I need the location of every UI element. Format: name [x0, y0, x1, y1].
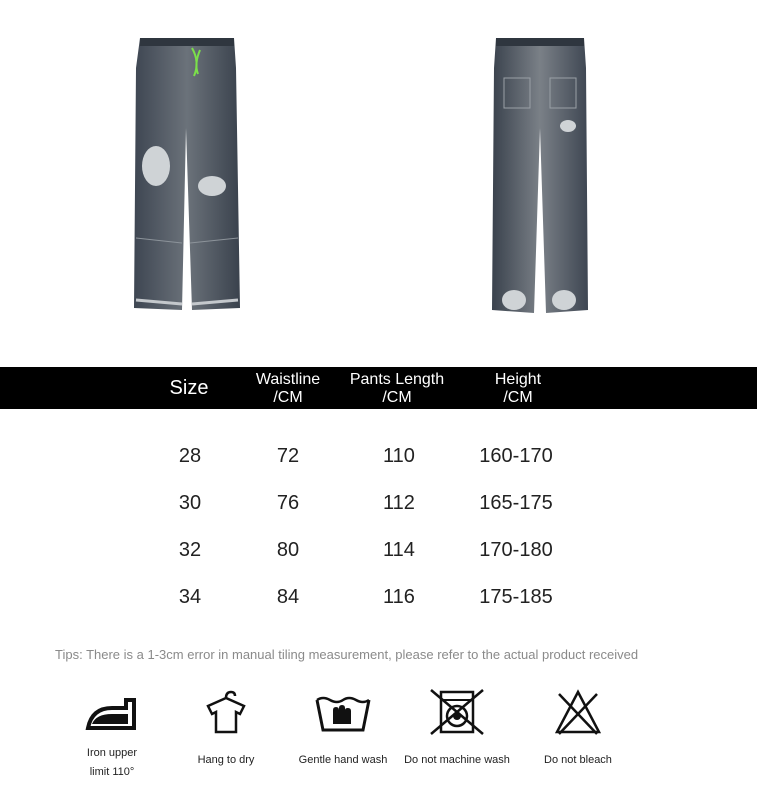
- measurement-tips: Tips: There is a 1-3cm error in manual tiling measurement, please refer to the actual product received: [55, 647, 639, 662]
- iron-icon: [82, 688, 142, 736]
- table-row: [0, 586, 757, 616]
- cell-waistline: 80: [276, 539, 300, 561]
- care-hand-wash: [290, 688, 396, 770]
- hang-dry-icon: [204, 688, 248, 736]
- header-height: Height /CM: [494, 371, 542, 406]
- no-bleach-icon: [553, 688, 603, 736]
- cell-waistline: 84: [276, 586, 300, 608]
- table-row: [0, 492, 757, 522]
- care-iron-label-1: Iron upper: [86, 747, 138, 759]
- care-hand-wash-label: Gentle hand wash: [298, 754, 388, 766]
- care-hang-dry-label: Hang to dry: [197, 754, 255, 766]
- cell-size: 28: [178, 445, 202, 467]
- cell-pants-length: 116: [383, 586, 415, 608]
- care-no-machine-wash-label: Do not machine wash: [404, 754, 510, 766]
- care-no-machine-wash: [398, 688, 516, 770]
- cell-pants-length: 112: [383, 492, 415, 514]
- cell-pants-length: 110: [383, 445, 415, 467]
- cell-size: 34: [178, 586, 202, 608]
- care-iron: [72, 688, 152, 782]
- cell-size: 30: [178, 492, 202, 514]
- no-machine-wash-icon: [427, 688, 487, 736]
- care-no-bleach-label: Do not bleach: [544, 754, 612, 766]
- cell-height: 160-170: [479, 445, 553, 467]
- care-hang-dry: [186, 688, 266, 770]
- cell-waistline: 76: [276, 492, 300, 514]
- jeans-front-image: [130, 38, 242, 313]
- cell-height: 165-175: [479, 492, 553, 514]
- jeans-back-image: [490, 38, 590, 316]
- cell-pants-length: 114: [383, 539, 415, 561]
- table-row: [0, 445, 757, 475]
- care-iron-label-2: limit 110°: [89, 766, 135, 778]
- table-row: [0, 539, 757, 569]
- hand-wash-icon: [313, 688, 373, 736]
- cell-size: 32: [178, 539, 202, 561]
- header-size: Size: [169, 377, 209, 399]
- header-waistline: Waistline /CM: [255, 371, 321, 406]
- cell-waistline: 72: [276, 445, 300, 467]
- cell-height: 175-185: [479, 586, 553, 608]
- header-pants-length: Pants Length /CM: [349, 371, 445, 406]
- care-no-bleach: [528, 688, 628, 770]
- cell-height: 170-180: [479, 539, 553, 561]
- size-table-header: [0, 367, 757, 409]
